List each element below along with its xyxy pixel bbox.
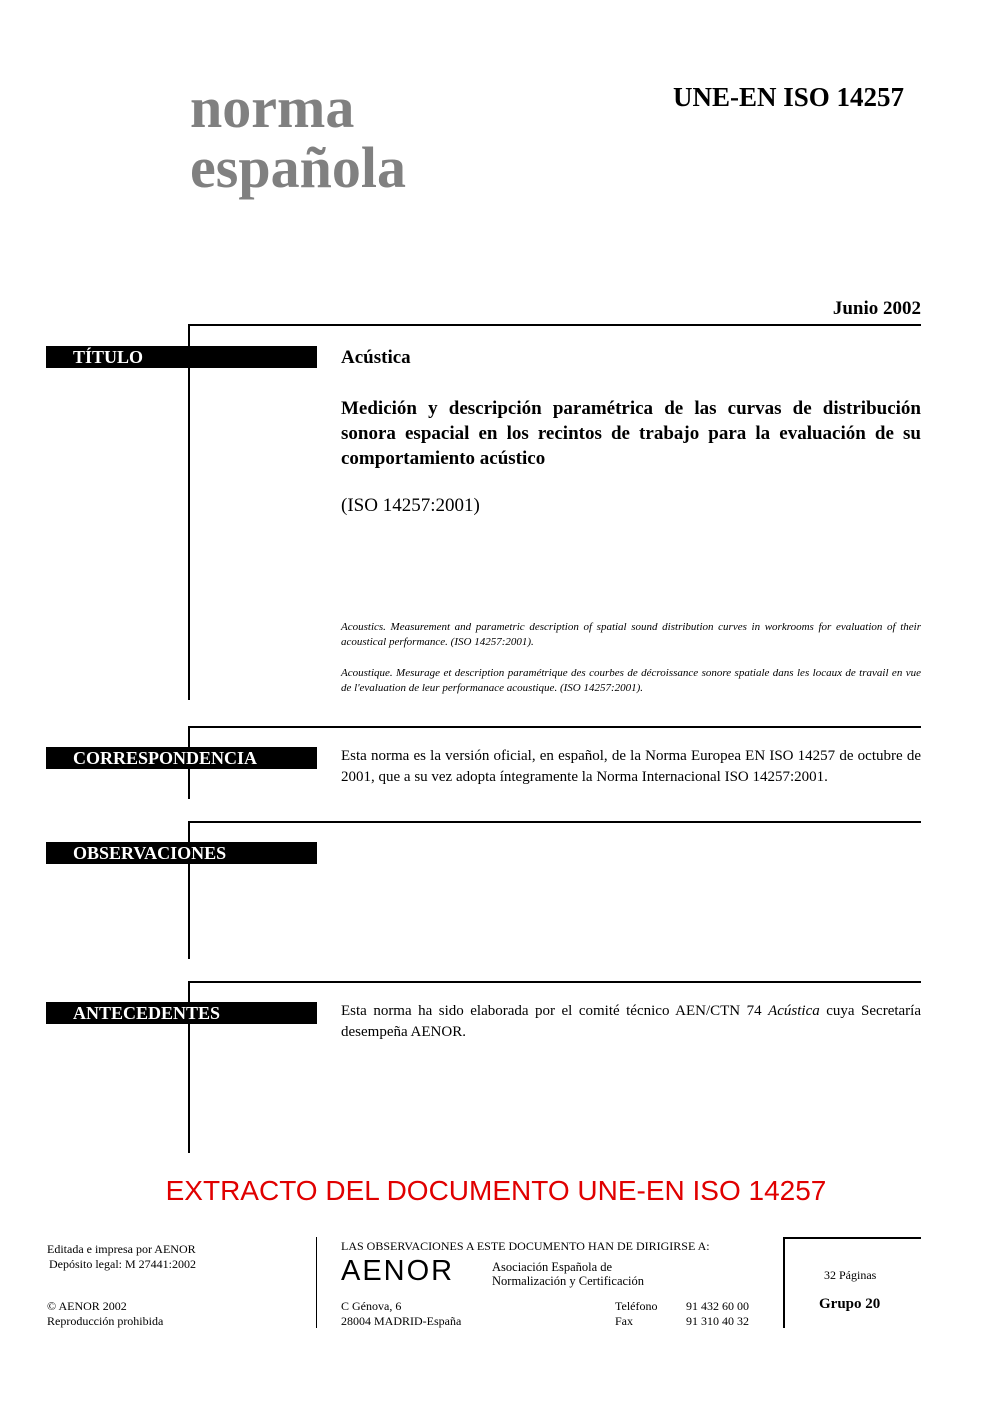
section-label-antecedentes: ANTECEDENTES	[46, 1002, 317, 1024]
footer-address-2: 28004 MADRID-España	[341, 1314, 462, 1328]
page-count: 32 Páginas	[824, 1268, 877, 1282]
publication-date: Junio 2002	[832, 298, 921, 319]
footer-edited: Editada e impresa por AENOR	[47, 1242, 196, 1256]
antecedentes-text	[341, 1001, 921, 1043]
footer-deposito: Depósito legal: M 27441:2002	[49, 1257, 196, 1271]
main-title: Medición y descripción paramétrica de las curvas de distribución sonora espacial en los recintos de trabajo para la evaluación de su comportamiento acústico	[341, 398, 921, 469]
footer-tel-label: Teléfono	[615, 1299, 658, 1313]
aenor-subtitle-line-1: Asociación Española de	[492, 1260, 613, 1274]
antecedentes-text-a: Esta norma ha sido elaborada por el comité técnico AEN/CTN 74	[341, 1003, 769, 1019]
antecedentes-committee: Acústica	[768, 1003, 820, 1019]
aenor-subtitle	[492, 1260, 644, 1288]
brand-line-2: española	[190, 135, 406, 200]
correspondencia-text: Esta norma es la versión oficial, en español, de la Norma Europea EN ISO 14257 de octubre de 2001, que a su vez adopta íntegramente la Norma Internacional ISO 14257:2001.	[341, 748, 921, 785]
divider-antecedentes	[188, 981, 921, 983]
footer-tel-value: 91 432 60 00	[686, 1299, 749, 1313]
brand-title	[190, 75, 406, 200]
price-group: Grupo 20	[819, 1296, 881, 1312]
footer-fax-label: Fax	[615, 1314, 633, 1328]
english-title: Acoustics. Measurement and parametric description of spatial sound distribution curves in workrooms for evaluation of their acoustical performance. (ISO 14257:2001).	[341, 621, 921, 648]
aenor-subtitle-line-2: Normalización y Certificación	[492, 1274, 645, 1288]
subject-heading: Acústica	[341, 347, 411, 368]
footer-address-1: C Génova, 6	[341, 1299, 402, 1313]
standard-code: UNE-EN ISO 14257	[672, 82, 904, 112]
footer-divider	[316, 1237, 317, 1328]
brand-line-1: norma	[190, 75, 355, 140]
divider-titulo	[188, 324, 921, 326]
iso-reference: (ISO 14257:2001)	[341, 495, 480, 516]
footer-obs-header: LAS OBSERVACIONES A ESTE DOCUMENTO HAN DE DIRIGIRSE A:	[341, 1239, 710, 1253]
divider-correspondencia	[188, 726, 921, 728]
antecedentes-text-b: cuya Secretaría desempeña AENOR.	[341, 1003, 921, 1040]
vrule-titulo	[188, 324, 190, 700]
aenor-logo: AENOR	[341, 1255, 455, 1287]
section-label-titulo: TÍTULO	[46, 346, 317, 368]
footer-reproduccion: Reproducción prohibida	[47, 1314, 164, 1328]
divider-observaciones	[188, 821, 921, 823]
section-label-observaciones: OBSERVACIONES	[46, 842, 317, 864]
french-title: Acoustique. Mesurage et description paramétrique des courbes de décroissance sonore spatiale dans les locaux de travail en vue de l'evaluation de leur performanace acoustique. (ISO 14257:2001).	[341, 667, 921, 694]
section-label-correspondencia: CORRESPONDENCIA	[46, 747, 317, 769]
footer-copyright: © AENOR 2002	[47, 1299, 127, 1313]
footer-fax-value: 91 310 40 32	[686, 1314, 749, 1328]
extract-watermark: EXTRACTO DEL DOCUMENTO UNE-EN ISO 14257	[165, 1175, 827, 1206]
pages-box-top	[783, 1237, 921, 1239]
pages-box-left	[783, 1237, 785, 1328]
